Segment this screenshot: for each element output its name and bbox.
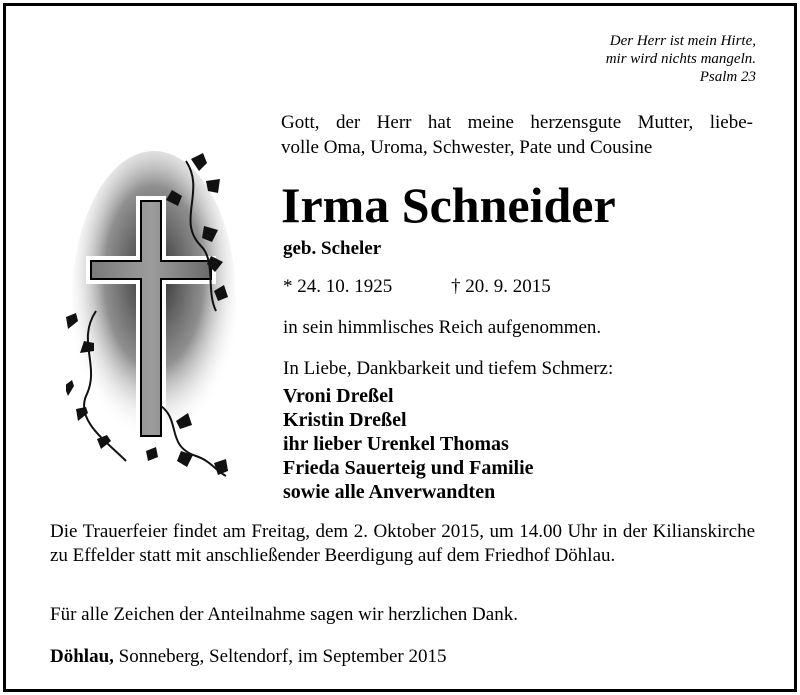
birth-name: geb. Scheler [283,238,382,259]
death-date: † 20. 9. 2015 [451,276,551,297]
psalm-quote [606,32,756,86]
obituary-notice [3,3,797,692]
psalm-line-2: mir wird nichts mangeln. [605,51,756,67]
life-dates [283,276,551,298]
intro-line-2: volle Oma, Uroma, Schwester, Pate und Cousine [281,137,653,158]
mourners-list [283,384,534,504]
mourning-intro: In Liebe, Dankbarkeit und tiefem Schmerz: [283,358,614,379]
mourner: Frieda Sauerteig und Familie [283,457,534,479]
intro-text [281,110,753,160]
place-rest: Sonneberg, Seltendorf, im September 2015 [118,646,447,667]
psalm-reference: Psalm 23 [699,69,756,85]
mourner: sowie alle Anverwandten [283,481,496,503]
funeral-details: Die Trauerfeier findet am Freitag, dem 2. Oktober 2015, um 14.00 Uhr in der Kilianskirche zu Effelder statt mit anschließender Beerdigung auf dem Friedhof Döhlau. [50,521,755,566]
taken-text: in sein himmlisches Reich aufgenommen. [283,317,602,338]
birth-date: * 24. 10. 1925 [283,276,393,297]
deceased-name: Irma Schneider [281,177,616,233]
psalm-line-1: Der Herr ist mein Hirte, [609,33,756,49]
cross-with-ivy-icon [66,151,241,481]
mourner: Vroni Dreßel [283,385,394,407]
intro-line-1: Gott, der Herr hat meine herzensgute Mutter, liebe- [281,112,753,133]
thanks-text: Für alle Zeichen der Anteilnahme sagen wir herzlichen Dank. [50,604,518,625]
mourner: ihr lieber Urenkel Thomas [283,433,509,455]
place-bold: Döhlau, [50,646,114,667]
place-and-date [50,646,447,668]
mourner: Kristin Dreßel [283,409,407,431]
